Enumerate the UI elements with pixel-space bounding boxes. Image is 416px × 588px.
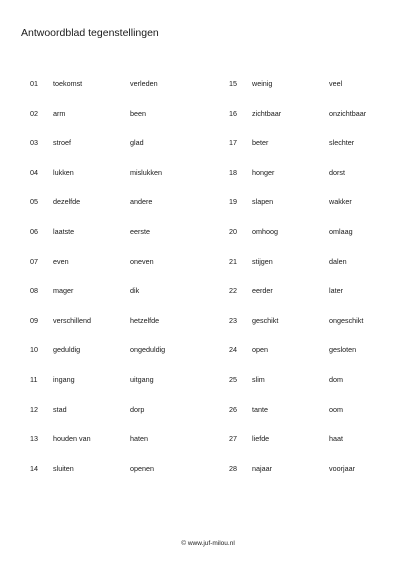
- item-word: najaar: [252, 463, 272, 473]
- item-opposite: ongeduldig: [130, 345, 166, 355]
- answer-row: [0, 138, 416, 168]
- item-number: 18: [229, 167, 237, 177]
- item-word: dezelfde: [53, 197, 81, 207]
- item-opposite: uitgang: [130, 374, 154, 384]
- item-word: zichtbaar: [252, 108, 282, 118]
- answer-row: [0, 79, 416, 109]
- item-number: 20: [229, 226, 237, 236]
- answer-row: [0, 464, 416, 494]
- item-number: 13: [30, 434, 38, 444]
- item-number: 07: [30, 256, 38, 266]
- item-opposite: oneven: [130, 256, 154, 266]
- item-number: 23: [229, 315, 237, 325]
- item-number: 15: [229, 79, 237, 88]
- item-word: tante: [252, 404, 268, 414]
- item-opposite: omlaag: [329, 226, 353, 236]
- item-number: 17: [229, 138, 237, 148]
- item-word: eerder: [252, 286, 273, 296]
- item-number: 27: [229, 434, 237, 444]
- item-opposite: dorp: [130, 404, 145, 414]
- item-word: stad: [53, 404, 67, 414]
- item-number: 01: [30, 79, 38, 88]
- answer-row: [0, 286, 416, 316]
- item-opposite: wakker: [329, 197, 352, 207]
- item-number: 02: [30, 108, 38, 118]
- item-number: 19: [229, 197, 237, 207]
- item-number: 24: [229, 345, 237, 355]
- item-word: geschikt: [252, 315, 279, 325]
- item-opposite: gesloten: [329, 345, 357, 355]
- item-word: laatste: [53, 226, 75, 236]
- item-word: weinig: [252, 79, 273, 88]
- item-word: slim: [252, 374, 265, 384]
- item-word: omhoog: [252, 226, 278, 236]
- item-number: 05: [30, 197, 38, 207]
- answer-row: [0, 345, 416, 375]
- item-opposite: later: [329, 286, 343, 296]
- item-word: houden van: [53, 434, 91, 444]
- item-opposite: mislukken: [130, 167, 162, 177]
- item-opposite: haat: [329, 434, 343, 444]
- item-opposite: openen: [130, 463, 154, 473]
- answer-row: [0, 257, 416, 287]
- item-opposite: eerste: [130, 226, 150, 236]
- item-word: ingang: [53, 374, 75, 384]
- answer-row: [0, 375, 416, 405]
- item-opposite: ongeschikt: [329, 315, 364, 325]
- item-opposite: veel: [329, 79, 343, 88]
- item-number: 10: [30, 345, 38, 355]
- item-opposite: andere: [130, 197, 153, 207]
- answer-row: [0, 434, 416, 464]
- item-opposite: dik: [130, 286, 140, 296]
- item-opposite: dom: [329, 374, 343, 384]
- answer-row: [0, 109, 416, 139]
- item-opposite: been: [130, 108, 146, 118]
- answer-row: [0, 405, 416, 435]
- answer-row: [0, 197, 416, 227]
- item-number: 14: [30, 463, 38, 473]
- item-number: 09: [30, 315, 38, 325]
- item-number: 08: [30, 286, 38, 296]
- page-title: Antwoordblad tegenstellingen: [21, 27, 159, 39]
- item-opposite: voorjaar: [329, 463, 355, 473]
- answer-table: [0, 79, 416, 493]
- item-word: arm: [53, 108, 66, 118]
- item-number: 11: [30, 374, 38, 384]
- item-word: even: [53, 256, 69, 266]
- item-word: slapen: [252, 197, 274, 207]
- item-opposite: oom: [329, 404, 343, 414]
- item-word: beter: [252, 138, 269, 148]
- item-number: 28: [229, 463, 237, 473]
- item-word: honger: [252, 167, 275, 177]
- item-opposite: hetzelfde: [130, 315, 160, 325]
- answer-row: [0, 227, 416, 257]
- item-opposite: haten: [130, 434, 148, 444]
- item-number: 21: [229, 256, 237, 266]
- item-opposite: verleden: [130, 79, 158, 88]
- item-opposite: slechter: [329, 138, 355, 148]
- item-opposite: glad: [130, 138, 144, 148]
- item-word: open: [252, 345, 268, 355]
- item-number: 03: [30, 138, 38, 148]
- item-word: geduldig: [53, 345, 81, 355]
- item-number: 06: [30, 226, 38, 236]
- item-word: stroef: [53, 138, 71, 148]
- item-word: toekomst: [53, 79, 83, 88]
- item-word: lukken: [53, 167, 74, 177]
- item-word: sluiten: [53, 463, 74, 473]
- item-opposite: onzichtbaar: [329, 108, 367, 118]
- item-opposite: dorst: [329, 167, 345, 177]
- answer-row: [0, 316, 416, 346]
- item-number: 22: [229, 286, 237, 296]
- item-word: stijgen: [252, 256, 273, 266]
- item-number: 16: [229, 108, 237, 118]
- answer-row: [0, 168, 416, 198]
- item-word: verschillend: [53, 315, 91, 325]
- item-word: mager: [53, 286, 74, 296]
- item-number: 04: [30, 167, 38, 177]
- copyright-footer: © www.juf-milou.nl: [181, 540, 235, 547]
- item-opposite: dalen: [329, 256, 347, 266]
- item-word: liefde: [252, 434, 270, 444]
- item-number: 12: [30, 404, 38, 414]
- item-number: 25: [229, 374, 237, 384]
- item-number: 26: [229, 404, 237, 414]
